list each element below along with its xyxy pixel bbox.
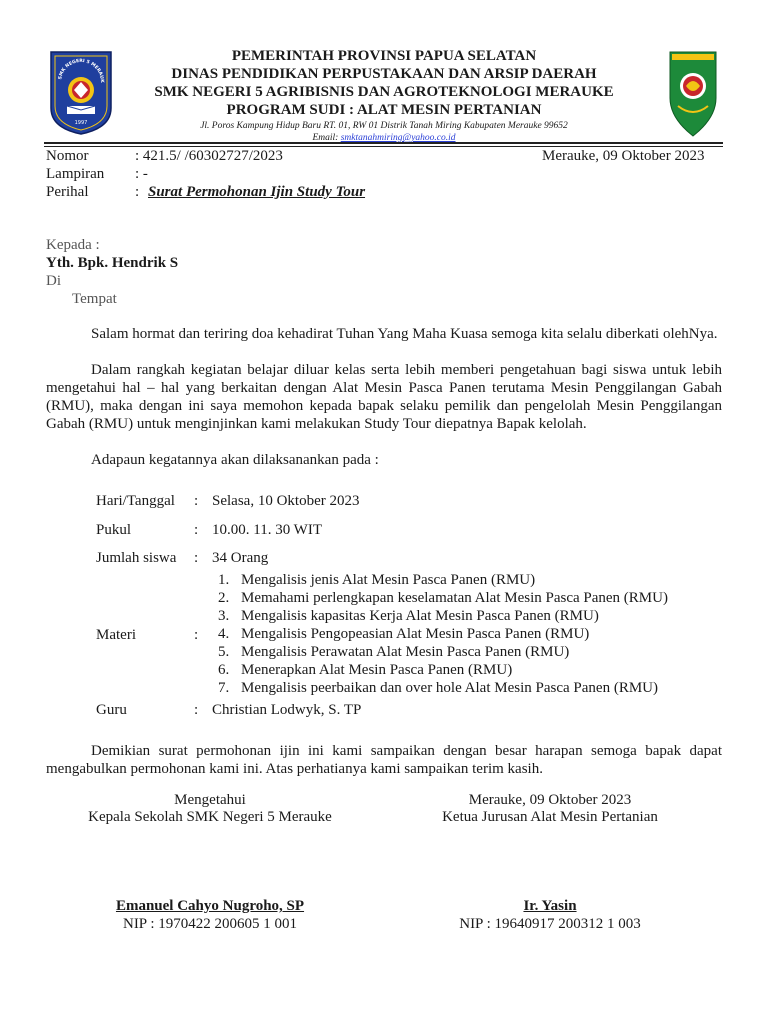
sign-left-nip: NIP : 1970422 200605 1 001 [122, 916, 298, 932]
list-item-text: Mengalisis Perawatan Alat Mesin Pasca Panen (RMU) [241, 644, 570, 660]
list-item-text: Memahami perlengkapan keselamatan Alat Mesin Pasca Panen (RMU) [241, 590, 668, 606]
school-logo-icon [47, 48, 115, 136]
perihal-label: Perihal [46, 184, 89, 200]
logo-left-year: 1997 [74, 120, 88, 126]
hari-value: Selasa, 10 Oktober 2023 [212, 493, 360, 509]
sign-right-name: Ir. Yasin [523, 898, 577, 914]
pukul-value: 10.00. 11. 30 WIT [212, 522, 322, 538]
perihal-value: Surat Permohonan Ijin Study Tour [148, 184, 366, 200]
list-item [218, 643, 668, 661]
sign-right-nip: NIP : 19640917 200312 1 003 [459, 916, 641, 932]
di-label: Di [46, 273, 61, 289]
lampiran-value: : - [135, 166, 148, 182]
pukul-label: Pukul [96, 522, 132, 538]
list-item [218, 607, 668, 625]
letterhead-address: Jl. Poros Kampung Hidup Baru RT. 01, RW 01 Distrik Tanah Miring Kabupaten Merauke 99652 [200, 121, 568, 131]
perihal-colon: : [135, 184, 140, 200]
tempat-label: Tempat [72, 291, 117, 307]
email-link[interactable]: smktanahmiring@yahoo.co.id [340, 133, 456, 143]
list-item-text: Mengalisis jenis Alat Mesin Pasca Panen (RMU) [241, 572, 536, 588]
province-logo-icon [668, 48, 718, 138]
paragraph-purpose: Dalam rangkah kegiatan belajar diluar kelas serta lebih memberi pengetahuan bagi siswa untuk lebih mengetahui hal – hal yang berkaitan dengan Alat Mesin Pasca Panen terutama Mesin Penggilangan Gabah (RMU), maka dengan ini saya memohon kepada bapak selaku pemilik dan pengelolah Mesin Penggilangan Gabah (RMU) untuk menginjinkan kami melakukan Study Tour diepatnya Bapak kelolah. [46, 362, 722, 432]
recipient-name: Yth. Bpk. Hendrik S [46, 255, 179, 271]
hari-label: Hari/Tanggal [96, 493, 175, 509]
letterhead-line-2: DINAS PENDIDIKAN PERPUSTAKAAN DAN ARSIP DAERAH [171, 66, 597, 82]
sign-right-line1: Merauke, 09 Oktober 2023 [468, 792, 632, 808]
nomor-label: Nomor [46, 148, 89, 164]
paragraph-greeting: Salam hormat dan teriring doa kehadirat Tuhan Yang Maha Kuasa semoga kita selalu diberkati olehNya. [91, 326, 718, 342]
materi-colon: : [194, 627, 199, 643]
nomor-value: : 421.5/ /60302727/2023 [135, 148, 283, 164]
email-label: Email: [312, 133, 341, 143]
list-item-text: Mengalisis peerbaikan dan over hole Alat Mesin Pasca Panen (RMU) [241, 680, 658, 696]
list-item [218, 679, 668, 697]
letterhead-line-3: SMK NEGERI 5 AGRIBISNIS DAN AGROTEKNOLOGI MERAUKE [154, 84, 614, 100]
letterhead-line-1: PEMERINTAH PROVINSI PAPUA SELATAN [231, 48, 537, 64]
sign-right-line2: Ketua Jurusan Alat Mesin Pertanian [442, 809, 658, 825]
paragraph-closing: Demikian surat permohonan ijin ini kami sampaikan dengan besar harapan semoga bapak dapat mengabulkan permohonan kami ini. Atas perhatianya kami sampaikan terim kasih. [46, 743, 722, 777]
guru-value: Christian Lodwyk, S. TP [212, 702, 362, 718]
list-item-number: 7. [218, 680, 230, 696]
paragraph-intro-schedule: Adapaun kegatannya akan dilaksanankan pada : [91, 452, 379, 468]
letter-date: Merauke, 09 Oktober 2023 [542, 148, 705, 164]
jumlah-colon: : [194, 550, 199, 566]
lampiran-label: Lampiran [46, 166, 105, 182]
letterhead [130, 47, 638, 144]
guru-colon: : [194, 702, 199, 718]
list-item-number: 1. [218, 572, 230, 588]
list-item-number: 2. [218, 590, 230, 606]
list-item-text: Menerapkan Alat Mesin Pasca Panen (RMU) [241, 662, 513, 678]
list-item [218, 661, 668, 679]
sign-left-line2: Kepala Sekolah SMK Negeri 5 Merauke [88, 809, 332, 825]
list-item [218, 625, 668, 643]
list-item-number: 4. [218, 626, 230, 642]
list-item-text: Mengalisis Pengopeasian Alat Mesin Pasca Panen (RMU) [241, 626, 590, 642]
logo-left-arc-text: SMK NEGERI 5 MERAUK [58, 58, 105, 83]
guru-label: Guru [96, 702, 127, 718]
sign-left-line1: Mengetahui [174, 792, 246, 808]
list-item-number: 5. [218, 644, 230, 660]
pukul-colon: : [194, 522, 199, 538]
materi-list [218, 571, 668, 697]
letterhead-line-4: PROGRAM SUDI : ALAT MESIN PERTANIAN [226, 102, 542, 118]
letterhead-rule-thick [44, 142, 723, 144]
hari-colon: : [194, 493, 199, 509]
jumlah-label: Jumlah siswa [96, 550, 177, 566]
jumlah-value: 34 Orang [212, 550, 269, 566]
materi-label: Materi [96, 627, 136, 643]
list-item [218, 589, 668, 607]
list-item-number: 3. [218, 608, 230, 624]
list-item-number: 6. [218, 662, 230, 678]
kepada-label: Kepada : [46, 237, 100, 253]
list-item [218, 571, 668, 589]
sign-left-name: Emanuel Cahyo Nugroho, SP [115, 898, 305, 914]
list-item-text: Mengalisis kapasitas Kerja Alat Mesin Pasca Panen (RMU) [241, 608, 599, 624]
